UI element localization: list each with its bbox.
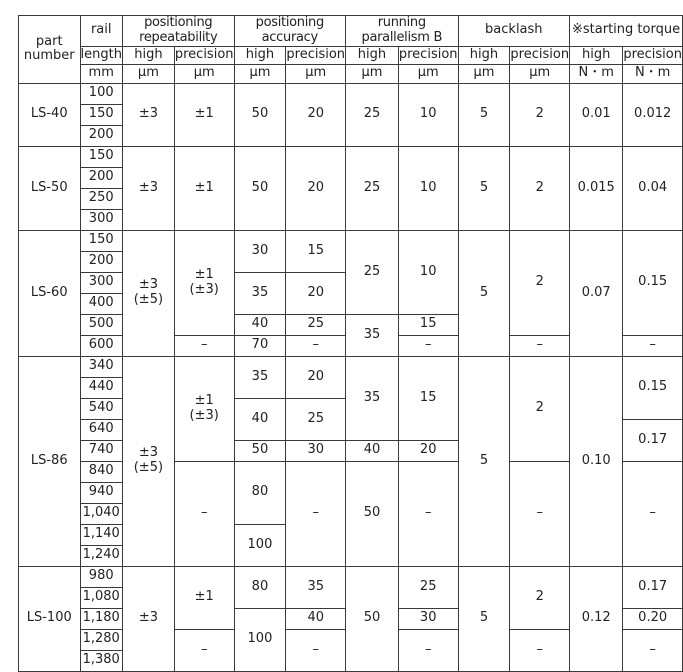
acc-high: 35 [234,356,286,398]
rail-length: 980 [80,566,122,587]
acc-precision: 25 [286,398,346,440]
par-high: 25 [346,230,399,314]
rail-length: 540 [80,398,122,419]
part-ls40: LS-40 [19,83,81,146]
rep-high: ±3 [122,566,174,671]
bl-precision: 2 [510,83,570,146]
par-high: 35 [346,356,399,440]
header-unit-um: μm [122,64,174,83]
acc-high: 40 [234,314,286,335]
acc-precision: 40 [286,608,346,629]
bl-precision: – [510,461,570,566]
header-positioning-repeatability: positioning repeatability [122,16,234,47]
rep-precision: ±1 [174,566,234,629]
header-running-parallelism: running parallelism B [346,16,458,47]
tq-precision: 0.15 [623,230,683,335]
acc-precision: – [286,629,346,671]
rail-length: 300 [80,272,122,293]
par-precision: 10 [398,230,458,314]
bl-high: 5 [458,566,510,671]
rep-precision [174,356,234,461]
tq-precision: 0.17 [623,419,683,461]
part-ls86: LS-86 [19,356,81,566]
header-rep-precision: precision [174,46,234,64]
rail-length: 340 [80,356,122,377]
tq-high: 0.015 [570,146,623,230]
header-unit-um: μm [510,64,570,83]
par-precision: 25 [398,566,458,608]
acc-precision: 25 [286,314,346,335]
header-unit-um: μm [398,64,458,83]
acc-precision: 20 [286,272,346,314]
tq-high: 0.12 [570,566,623,671]
tq-high: 0.10 [570,356,623,566]
header-tq-high: high [570,46,623,64]
acc-high: 50 [234,440,286,461]
header-unit-um: μm [286,64,346,83]
bl-high: 5 [458,146,510,230]
par-precision: 15 [398,356,458,440]
tq-precision: – [623,461,683,566]
header-unit-um: μm [458,64,510,83]
rail-length: 640 [80,419,122,440]
acc-high: 100 [234,524,286,566]
rail-length: 1,240 [80,545,122,566]
rail-length: 1,180 [80,608,122,629]
rail-length: 600 [80,335,122,356]
rep-high-value: ±3 [138,277,158,293]
acc-precision: – [286,461,346,566]
rep-precision [174,230,234,335]
rail-length: 200 [80,125,122,146]
par-precision: – [398,335,458,356]
bl-precision: 2 [510,146,570,230]
tq-precision: 0.012 [623,83,683,146]
acc-precision: 20 [286,83,346,146]
par-precision: 10 [398,146,458,230]
par-precision: 10 [398,83,458,146]
rep-high: ±3 [122,146,174,230]
rep-prec-value: ±1 [194,392,214,408]
tq-high: 0.01 [570,83,623,146]
header-unit-mm: mm [80,64,122,83]
header-unit-nm: N・m [623,64,683,83]
rail-length: 1,080 [80,587,122,608]
rail-length: 150 [80,104,122,125]
rep-precision: ±1 [174,146,234,230]
part-ls60: LS-60 [19,230,81,356]
header-unit-um: μm [174,64,234,83]
acc-precision: 35 [286,566,346,608]
rep-high [122,230,174,356]
par-precision: 30 [398,608,458,629]
rail-length: 1,280 [80,629,122,650]
part-ls50: LS-50 [19,146,81,230]
acc-high: 80 [234,566,286,608]
tq-precision: – [623,629,683,671]
acc-precision: 20 [286,356,346,398]
header-tq-precision: precision [623,46,683,64]
bl-precision: 2 [510,356,570,461]
bl-high: 5 [458,230,510,356]
acc-high: 30 [234,230,286,272]
rep-high [122,356,174,566]
part-ls100: LS-100 [19,566,81,671]
par-high: 35 [346,314,399,356]
par-high: 50 [346,461,399,566]
acc-precision: – [286,335,346,356]
par-precision: – [398,629,458,671]
tq-high: 0.07 [570,230,623,356]
acc-high: 35 [234,272,286,314]
rail-length: 1,040 [80,503,122,524]
header-bl-high: high [458,46,510,64]
bl-high: 5 [458,83,510,146]
rep-high: ±3 [122,83,174,146]
rail-length: 150 [80,230,122,251]
header-unit-um: μm [346,64,399,83]
rail-length: 200 [80,251,122,272]
rail-length: 740 [80,440,122,461]
header-starting-torque: ※starting torque [570,16,683,47]
acc-precision: 20 [286,146,346,230]
rep-high-alt: (±5) [133,292,164,308]
acc-precision: 15 [286,230,346,272]
tq-precision: 0.04 [623,146,683,230]
rail-length: 300 [80,209,122,230]
rep-precision: – [174,461,234,566]
header-bl-precision: precision [510,46,570,64]
rail-length: 500 [80,314,122,335]
header-part-number: part number [19,16,81,84]
header-unit-um: μm [234,64,286,83]
bl-precision: – [510,629,570,671]
par-precision: 15 [398,314,458,335]
rep-precision: – [174,335,234,356]
par-precision: – [398,461,458,566]
spec-table-wrapper [18,15,683,672]
rail-length: 250 [80,188,122,209]
rail-length: 150 [80,146,122,167]
header-rep-high: high [122,46,174,64]
header-backlash: backlash [458,16,570,47]
par-high: 50 [346,566,399,671]
bl-high: 5 [458,356,510,566]
rep-prec-alt: (±3) [189,407,219,423]
acc-high: 40 [234,398,286,440]
par-precision: 20 [398,440,458,461]
par-high: 25 [346,83,399,146]
acc-high: 70 [234,335,286,356]
rep-precision: – [174,629,234,671]
tq-precision: – [623,335,683,356]
rep-high-alt: (±5) [133,460,164,476]
header-par-precision: precision [398,46,458,64]
rail-length: 1,380 [80,650,122,671]
acc-precision: 30 [286,440,346,461]
header-par-high: high [346,46,399,64]
header-acc-precision: precision [286,46,346,64]
par-high: 25 [346,146,399,230]
rail-length: 400 [80,293,122,314]
bl-precision: 2 [510,566,570,629]
header-positioning-accuracy: positioning accuracy [234,16,346,47]
header-length: length [80,46,122,64]
rail-length: 1,140 [80,524,122,545]
header-acc-high: high [234,46,286,64]
tq-precision: 0.20 [623,608,683,629]
specification-table [18,15,683,672]
rail-length: 100 [80,83,122,104]
acc-high: 50 [234,83,286,146]
header-rail: rail [80,16,122,47]
rail-length: 440 [80,377,122,398]
rep-prec-alt: (±3) [189,281,219,297]
tq-precision: 0.17 [623,566,683,608]
rep-high-value: ±3 [138,445,158,461]
bl-precision: – [510,335,570,356]
tq-precision: 0.15 [623,356,683,419]
bl-precision: 2 [510,230,570,335]
rail-length: 840 [80,461,122,482]
rail-length: 200 [80,167,122,188]
header-unit-nm: N・m [570,64,623,83]
acc-high: 100 [234,608,286,671]
rail-length: 940 [80,482,122,503]
rep-prec-value: ±1 [194,266,214,282]
rep-precision: ±1 [174,83,234,146]
acc-high: 80 [234,461,286,524]
acc-high: 50 [234,146,286,230]
par-high: 40 [346,440,399,461]
